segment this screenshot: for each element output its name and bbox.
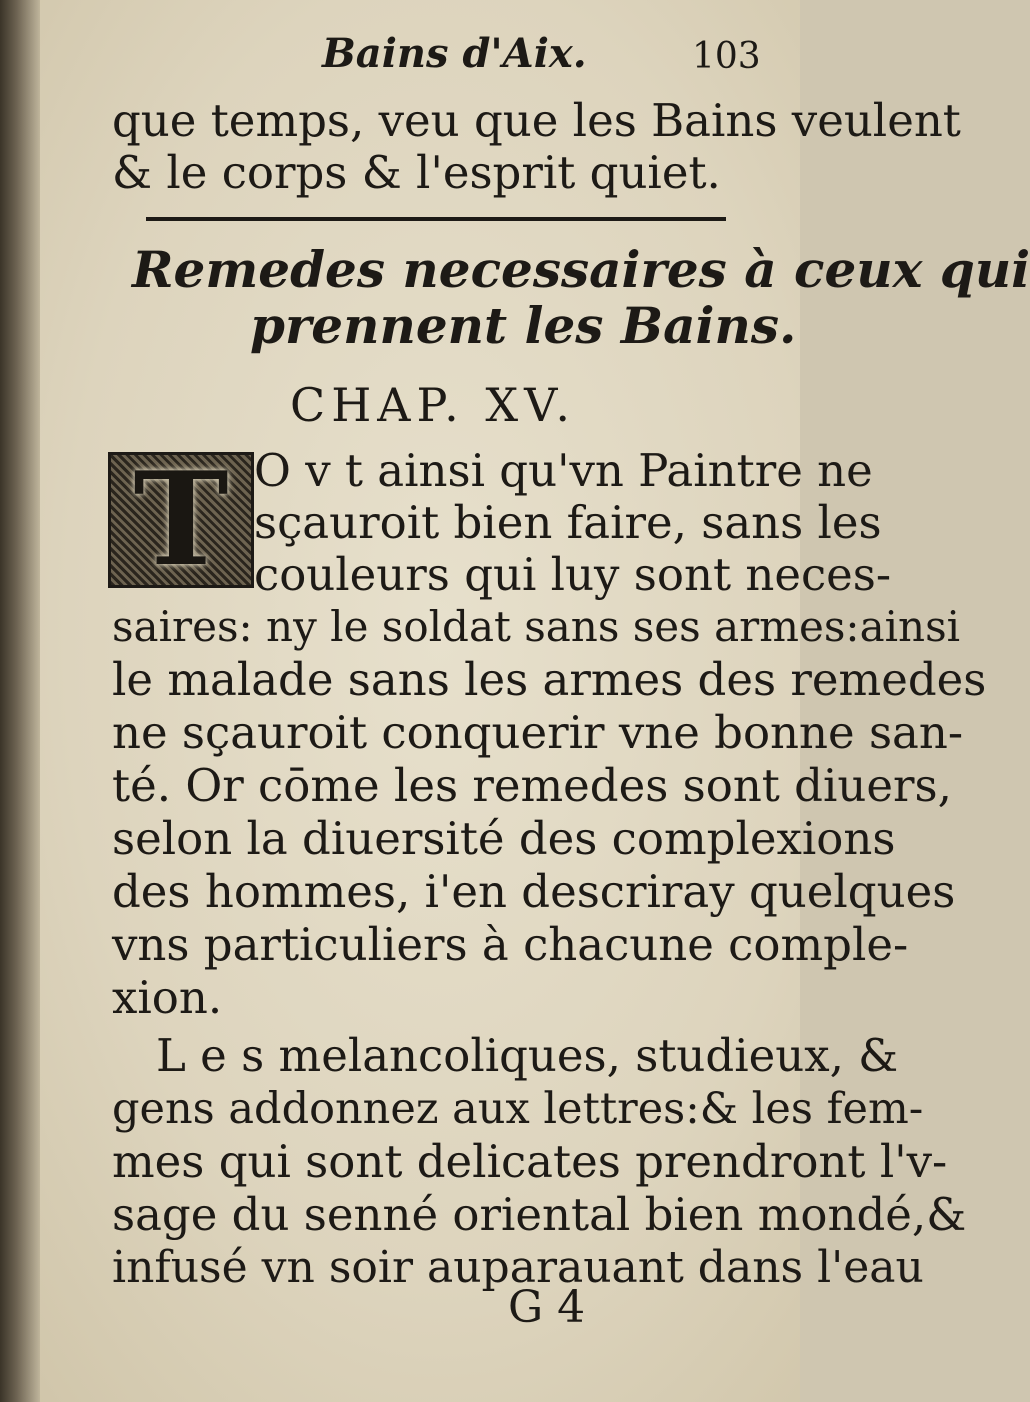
decorated-initial [108,445,254,595]
section-heading-line: prennent les Bains. [250,296,797,355]
text-line: gens addonnez aux lettres:& les fem- [112,1084,924,1134]
text-line: & le corps & l'esprit quiet. [112,146,721,199]
text-line: mes qui sont delicates prendront l'v- [112,1135,948,1188]
section-rule [146,217,726,221]
page-number: 103 [692,36,761,77]
text-line: O v t ainsi qu'vn Paintre ne [254,444,873,497]
text-line: selon la diuersité des complexions [112,812,896,865]
text-line: des hommes, i'en descriray quelques [112,865,956,918]
text-line: té. Or cōme les remedes sont diuers, [112,759,952,812]
text-line: sçauroit bien faire, sans les [254,496,882,549]
text-line: que temps, veu que les Bains veulent [112,94,961,147]
text-line: vns particuliers à chacune comple- [112,918,909,971]
section-heading-line: Remedes necessaires à ceux qui [132,240,1030,299]
signature-mark: G 4 [508,1282,586,1333]
text-line: saires: ny le soldat sans ses armes:ainsi [112,602,961,651]
running-head: Bains d'Aix. [322,30,587,77]
initial-letter: T [133,445,229,595]
text-line: xion. [112,971,223,1024]
chapter-title: CHAP. XV. [290,378,576,432]
text-line: ne sçauroit conquerir vne bonne san- [112,706,964,759]
text-line: couleurs qui luy sont neces- [254,548,892,601]
text-line: infusé vn soir auparauant dans l'eau [112,1242,924,1293]
book-gutter [0,0,40,1402]
text-line: L e s melancoliques, studieux, & [156,1029,899,1082]
text-line: le malade sans les armes des remedes [112,653,987,706]
text-line: sage du senné oriental bien mondé,& [112,1188,967,1241]
